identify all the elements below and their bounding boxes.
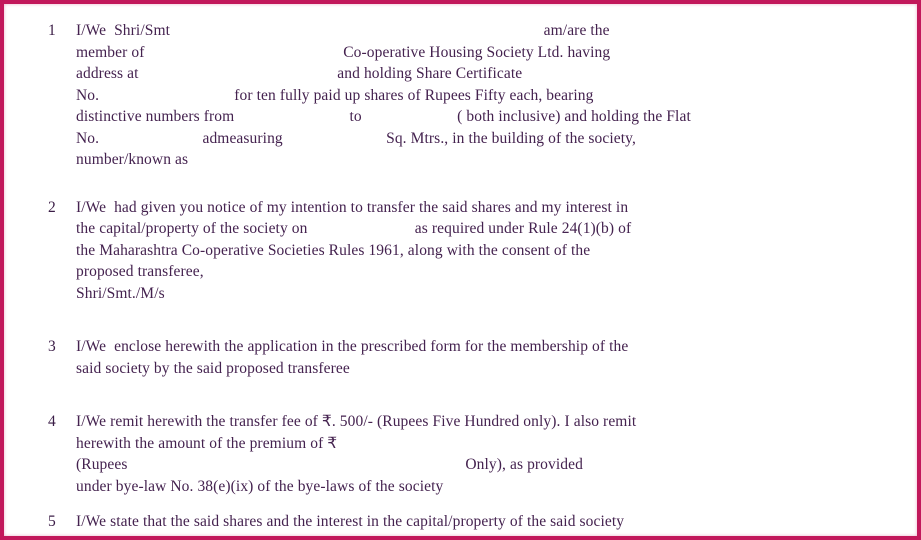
clause-line: I/We enclose herewith the application in the prescribed form for the membership of the [76,338,629,355]
clause-text [76,20,873,171]
clause-number: 4 [48,413,56,430]
clause-number: 5 [48,513,56,530]
clause-line: said society by the said proposed transferee [76,359,350,377]
clause-5 [48,511,873,533]
clause-line: distinctive numbers from to ( both inclusive) and holding the Flat [76,108,691,125]
clause-line: member of Co-operative Housing Society Ltd. having [76,43,611,61]
clause-line: Shri/Smt./M/s [76,284,165,302]
clause-text [76,197,873,305]
clause-number: 1 [48,22,56,39]
clause-line: under bye-law No. 38(e)(ix) of the bye-laws of the society [76,477,444,495]
clause-1 [48,20,873,171]
clause-line: (Rupees Only), as provided [76,456,583,473]
clause-number: 3 [48,338,56,355]
clause-text [76,336,873,379]
clause-number: 2 [48,198,56,216]
document-body [4,4,917,536]
clause-line: I/We remit herewith the transfer fee of ₹. 500/- (Rupees Five Hundred only). I also remit [76,413,637,430]
clause-line: I/We state that the said shares and the interest in the capital/property of the said society [76,513,625,530]
clause-2 [48,197,873,305]
clause-line: proposed transferee, [76,263,204,280]
clause-text [76,511,873,533]
clause-text [76,411,873,497]
clause-line: the Maharashtra Co-operative Societies Rules 1961, along with the consent of the [76,241,591,259]
clause-line: address at and holding Share Certificate [76,65,523,82]
clause-line: the capital/property of the society on as required under Rule 24(1)(b) of [76,220,632,237]
clause-4 [48,411,873,497]
clause-line: number/known as [76,151,189,168]
clause-line: I/We Shri/Smt am/are the [76,22,610,39]
clause-line: I/We had given you notice of my intention to transfer the said shares and my interest in [76,198,629,216]
clause-line: herewith the amount of the premium of ₹ [76,434,338,452]
clause-3 [48,336,873,379]
clause-line: No. admeasuring Sq. Mtrs., in the building of the society, [76,129,636,147]
clause-line: No. for ten fully paid up shares of Rupees Fifty each, bearing [76,86,594,104]
